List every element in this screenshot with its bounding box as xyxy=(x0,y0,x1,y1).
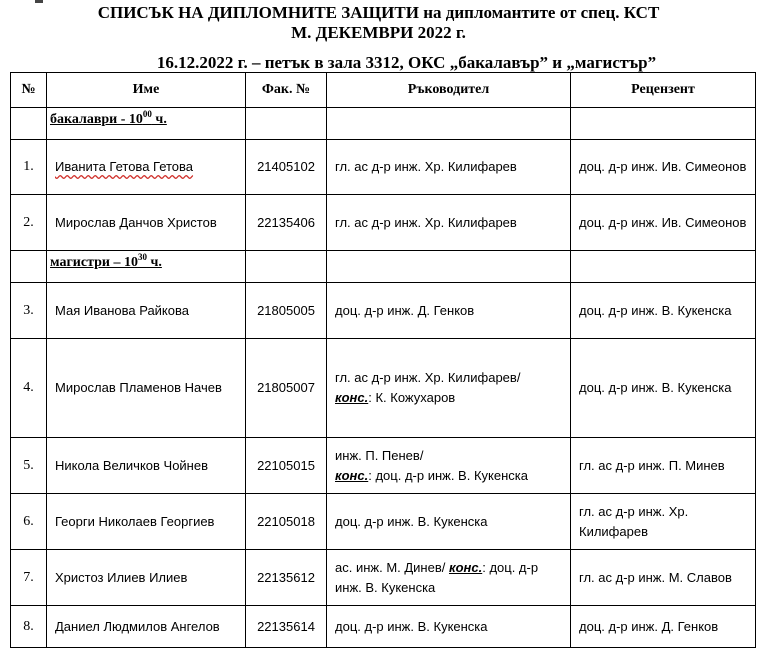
faculty-number: 22135406 xyxy=(246,195,327,251)
student-name: Христоз Илиев Илиев xyxy=(47,550,246,606)
row-number: 2. xyxy=(11,195,47,251)
defense-date-line: 16.12.2022 г. – петък в зала 3312, ОКС „бакалавър” и „магистър” xyxy=(156,53,657,72)
faculty-number: 21805007 xyxy=(246,339,327,438)
reviewer: доц. д-р инж. Ив. Симеонов xyxy=(571,140,756,195)
faculty-number: 22105018 xyxy=(246,494,327,550)
document-title: СПИСЪК НА ДИПЛОМНИТЕ ЗАЩИТИ на дипломантите от спец. КСТ xyxy=(97,3,660,22)
supervisor: доц. д-р инж. В. Кукенска xyxy=(327,494,571,550)
faculty-number: 22135614 xyxy=(246,606,327,648)
faculty-number: 22105015 xyxy=(246,438,327,494)
table-row xyxy=(11,606,756,648)
document-subtitle: М. ДЕКЕМВРИ 2022 г. xyxy=(291,23,466,42)
row-number: 4. xyxy=(11,339,47,438)
column-header-supervisor: Ръководител xyxy=(327,73,571,108)
reviewer: доц. д-р инж. В. Кукенска xyxy=(571,283,756,339)
student-name: Мирослав Пламенов Начев xyxy=(47,339,246,438)
section-row-masters xyxy=(11,251,756,283)
reviewer: гл. ас д-р инж. П. Минев xyxy=(571,438,756,494)
row-number: 1. xyxy=(11,140,47,195)
row-number: 6. xyxy=(11,494,47,550)
student-name: Даниел Людмилов Ангелов xyxy=(47,606,246,648)
table-row xyxy=(11,438,756,494)
faculty-number: 22135612 xyxy=(246,550,327,606)
student-name: Георги Николаев Георгиев xyxy=(47,494,246,550)
student-name: Никола Величков Чойнев xyxy=(47,438,246,494)
supervisor: доц. д-р инж. Д. Генков xyxy=(327,283,571,339)
table-header-row xyxy=(11,73,756,108)
supervisor: гл. ас д-р инж. Хр. Килифарев xyxy=(327,195,571,251)
supervisor: гл. ас д-р инж. Хр. Килифарев xyxy=(327,140,571,195)
faculty-number: 21805005 xyxy=(246,283,327,339)
row-number: 3. xyxy=(11,283,47,339)
student-name: Мая Иванова Райкова xyxy=(47,283,246,339)
row-number: 7. xyxy=(11,550,47,606)
faculty-number: 21405102 xyxy=(246,140,327,195)
reviewer: доц. д-р инж. В. Кукенска xyxy=(571,339,756,438)
section-label-bachelors: бакалаври - $10^{00}$ ч. xyxy=(47,108,246,140)
column-header-reviewer: Рецензент xyxy=(571,73,756,108)
reviewer: гл. ас д-р инж. М. Славов xyxy=(571,550,756,606)
table-row xyxy=(11,140,756,195)
student-name: Иванита Гетова Гетова xyxy=(47,140,246,195)
supervisor: ас. инж. М. Динев/ конс.: доц. д-р инж. В. Кукенска xyxy=(327,550,571,606)
reviewer: доц. д-р инж. Ив. Симеонов xyxy=(571,195,756,251)
table-row xyxy=(11,339,756,438)
supervisor: гл. ас д-р инж. Хр. Килифарев/ конс.: К. Кожухаров xyxy=(327,339,571,438)
supervisor: доц. д-р инж. В. Кукенска xyxy=(327,606,571,648)
supervisor: инж. П. Пенев/ конс.: доц. д-р инж. В. Кукенска xyxy=(327,438,571,494)
table-row xyxy=(11,550,756,606)
column-header-number: № xyxy=(11,73,47,108)
row-number: 8. xyxy=(11,606,47,648)
table-row xyxy=(11,283,756,339)
row-number: 5. xyxy=(11,438,47,494)
section-row-bachelors xyxy=(11,108,756,140)
column-header-name: Име xyxy=(47,73,246,108)
defenses-table xyxy=(10,72,756,648)
column-header-faculty-number: Фак. № xyxy=(246,73,327,108)
section-label-masters: магистри – $10^{30}$ ч. xyxy=(47,251,246,283)
reviewer: гл. ас д-р инж. Хр. Килифарев xyxy=(571,494,756,550)
student-name: Мирослав Данчов Христов xyxy=(47,195,246,251)
reviewer: доц. д-р инж. Д. Генков xyxy=(571,606,756,648)
table-row xyxy=(11,494,756,550)
table-row xyxy=(11,195,756,251)
